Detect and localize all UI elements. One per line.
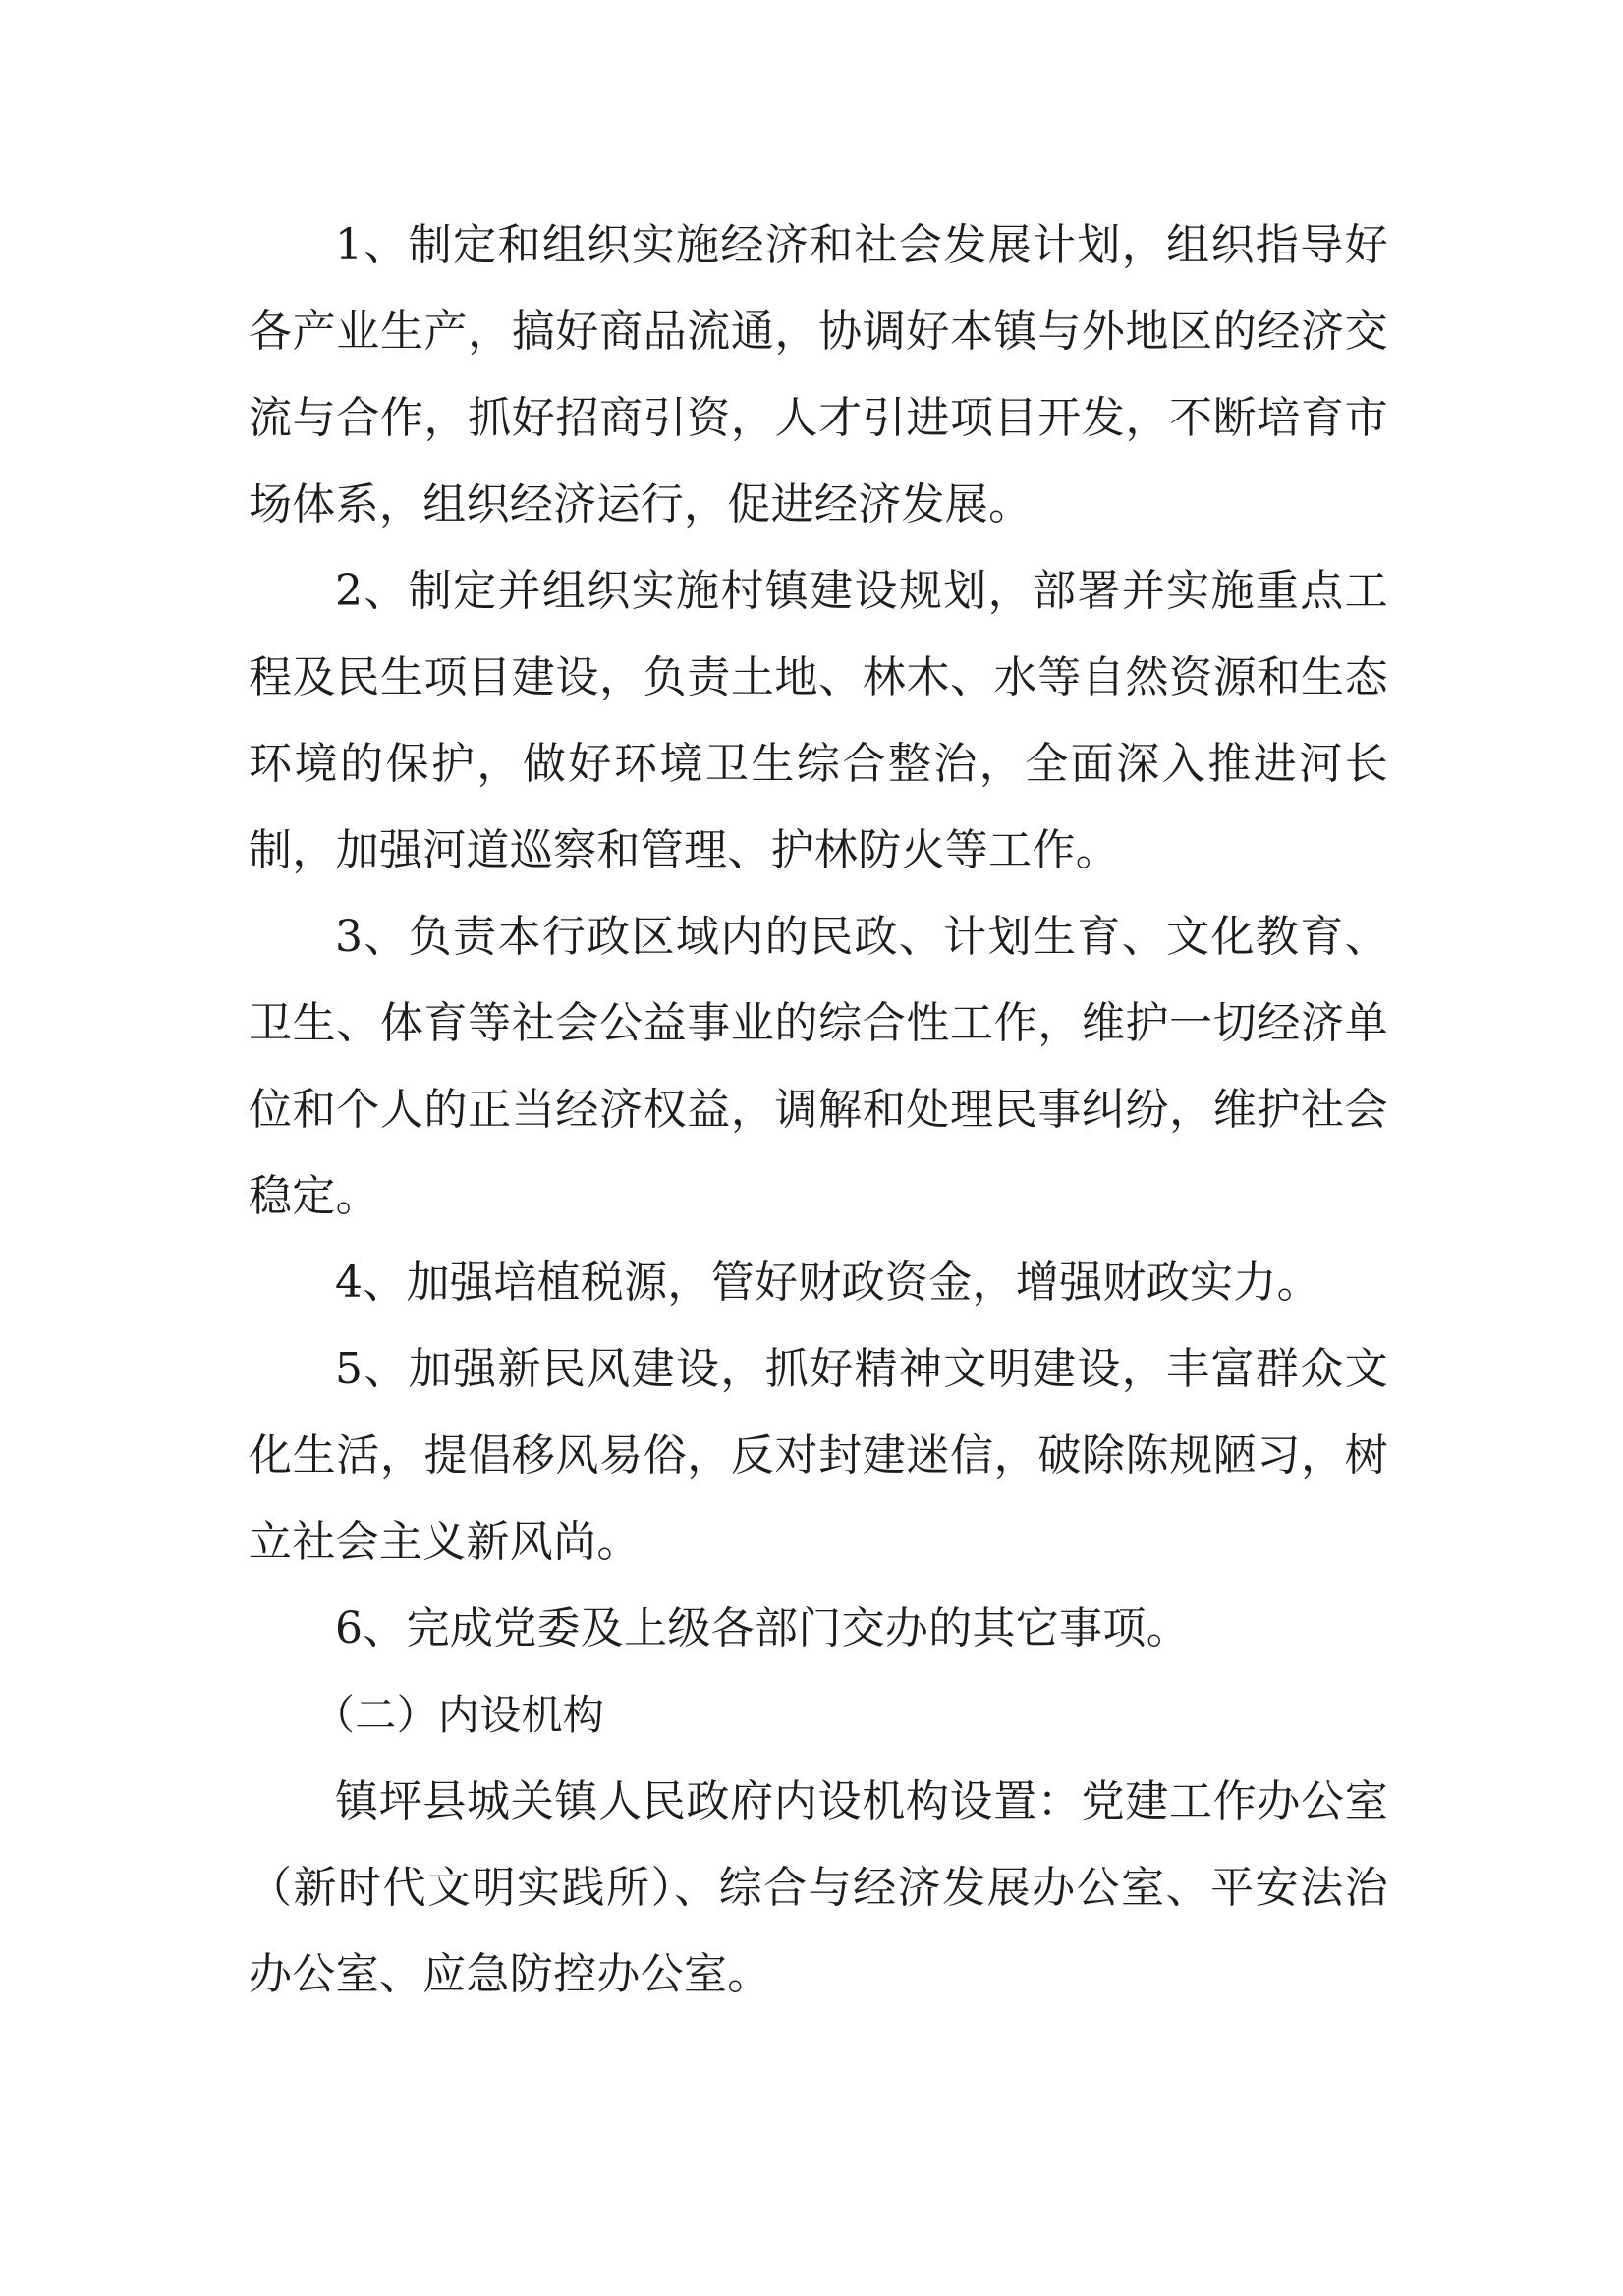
section-heading: （二）内设机构	[313, 1691, 605, 1739]
duty-item-1: 1、制定和组织实施经济和社会发展计划，组织指导好各产业生产，搞好商品流通，协调好本镇与外地区的经济交流与合作，抓好招商引资，人才引进项目开发，不断培育市场体系，组织经济运行，促进经济发展。	[249, 220, 1388, 530]
document-body	[249, 202, 1388, 2018]
duty-item-2: 2、制定并组织实施村镇建设规划，部署并实施重点工程及民生项目建设，负责土地、林木、水等自然资源和生态环境的保护，做好环境卫生综合整治，全面深入推进河长制，加强河道巡察和管理、护林防火等工作。	[249, 566, 1388, 875]
duty-item-4: 4、加强培植税源，管好财政资金，增强财政实力。	[335, 1258, 1320, 1308]
section-body: 镇坪县城关镇人民政府内设机构设置：党建工作办公室（新时代文明实践所）、综合与经济发展办公室、平安法治办公室、应急防控办公室。	[249, 1776, 1388, 1999]
duty-item-3: 3、负责本行政区域内的民政、计划生育、文化教育、卫生、体育等社会公益事业的综合性工作，维护一切经济单位和个人的正当经济权益，调解和处理民事纠纷，维护社会稳定。	[249, 912, 1388, 1221]
duty-item-6: 6、完成党委及上级各部门交办的其它事项。	[335, 1603, 1190, 1653]
duty-item-5: 5、加强新民风建设，抓好精神文明建设，丰富群众文化生活，提倡移风易俗，反对封建迷信，破除陈规陋习，树立社会主义新风尚。	[249, 1344, 1388, 1567]
